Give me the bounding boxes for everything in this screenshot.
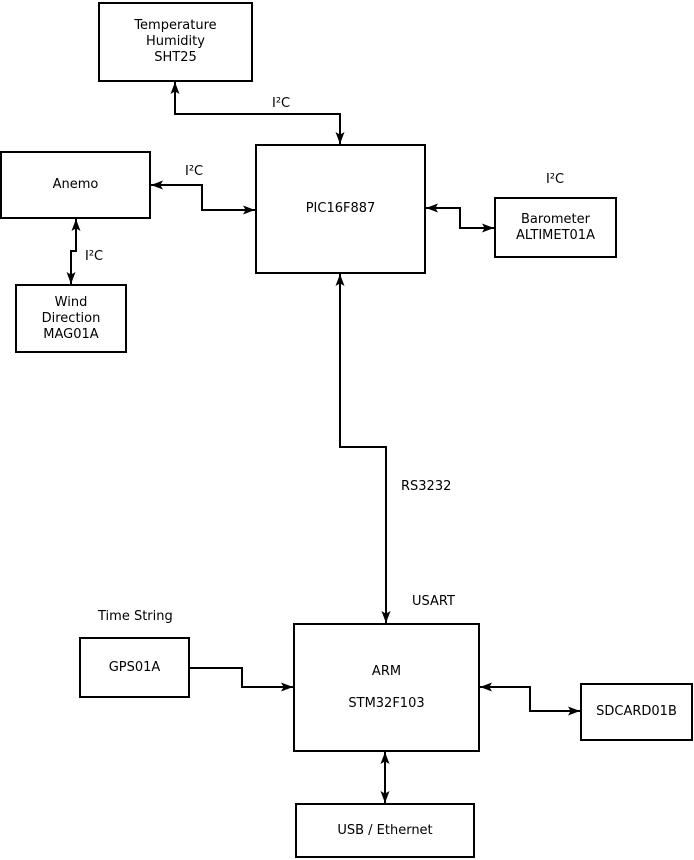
connector-pic-arm xyxy=(340,274,386,623)
bus-label-rs3232: RS3232 xyxy=(401,479,452,494)
bus-label-usart: USART xyxy=(412,594,455,609)
bus-label-i2c-sht25: I²C xyxy=(272,96,291,111)
bus-label-i2c-anemo: I²C xyxy=(185,164,204,179)
node-temperature-humidity-sht25 xyxy=(98,2,253,82)
node-label-line: GPS01A xyxy=(108,659,161,675)
node-label-line: Temperature xyxy=(134,18,217,33)
node-label-line: SDCARD01B xyxy=(596,704,677,719)
connector-gps-arm xyxy=(190,668,293,687)
node-label-line: Wind xyxy=(54,294,88,310)
bus-label-i2c-barometer: I²C xyxy=(546,172,565,187)
node-wind-direction-mag01a xyxy=(15,284,127,353)
node-label-line: Humidity xyxy=(146,34,205,49)
bus-label-time-string: Time String xyxy=(98,609,173,624)
node-label-line: ALTIMET01A xyxy=(516,227,595,243)
node-usb-ethernet xyxy=(295,803,475,858)
node-anemo xyxy=(0,151,151,219)
node-label-line: Barometer xyxy=(521,211,590,227)
node-gps01a xyxy=(79,637,190,698)
node-label-line: Anemo xyxy=(52,177,99,192)
node-label-line: ARM xyxy=(371,663,402,679)
node-label-line: PIC16F887 xyxy=(305,201,376,216)
bus-label-i2c-wind-direction: I²C xyxy=(85,249,104,264)
connector-pic-barometer xyxy=(426,208,494,228)
node-arm-stm32f103 xyxy=(293,623,480,752)
node-pic16f887 xyxy=(255,144,426,274)
node-label-line: STM32F103 xyxy=(348,695,425,711)
connector-arm-sdcard xyxy=(480,687,580,711)
node-label-line: SHT25 xyxy=(154,50,197,65)
connector-pic-sht25 xyxy=(175,82,340,144)
node-label-line: Direction xyxy=(41,310,101,326)
node-label-line: MAG01A xyxy=(43,326,99,342)
connector-anemo-wind-direction xyxy=(71,219,76,284)
node-sdcard01b xyxy=(580,683,693,741)
connector-pic-anemo xyxy=(151,185,255,210)
node-label-line: USB / Ethernet xyxy=(337,822,433,838)
node-barometer-altimet01a xyxy=(494,197,617,258)
